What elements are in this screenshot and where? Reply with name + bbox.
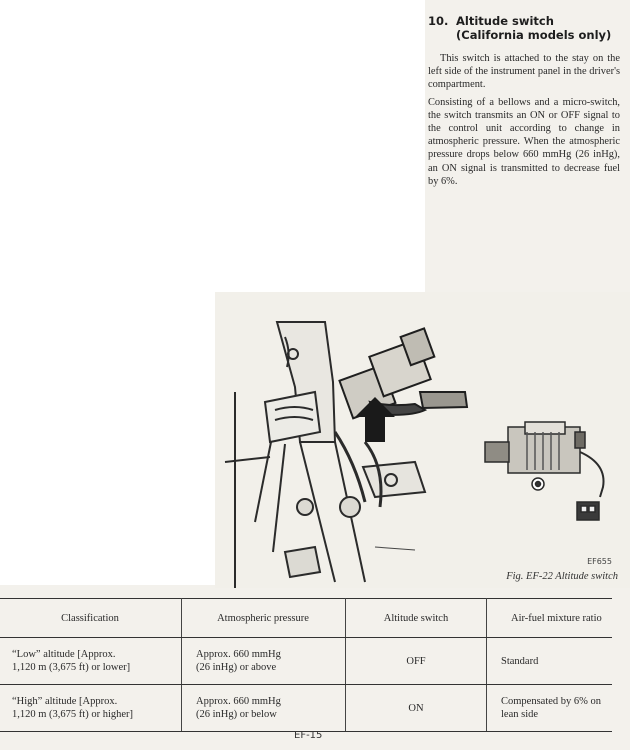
header-air-fuel-ratio: Air-fuel mixture ratio xyxy=(487,599,613,638)
altitude-switch-section xyxy=(428,14,620,188)
cell-line: Approx. 660 mmHg xyxy=(196,649,281,660)
header-classification: Classification xyxy=(0,599,182,638)
altitude-switch-table xyxy=(0,598,612,732)
page-number: EF-15 xyxy=(294,730,323,741)
header-atmospheric-pressure: Atmospheric pressure xyxy=(182,599,346,638)
table-row xyxy=(0,638,612,685)
cell-classification xyxy=(0,638,182,685)
cell-line: 1,120 m (3,675 ft) or lower] xyxy=(12,662,131,673)
figure-code: EF655 xyxy=(587,557,612,566)
cell-line: Standard xyxy=(501,655,539,667)
figure-caption: Fig. EF-22 Altitude switch xyxy=(506,571,618,582)
cell-line: “High” altitude [Approx. xyxy=(12,696,118,707)
cell-line: (26 inHg) or above xyxy=(196,662,277,673)
cell-mixture-ratio xyxy=(487,638,613,685)
cell-line: Approx. 660 mmHg xyxy=(196,696,281,707)
paragraph-location: This switch is attached to the stay on the left side of the instrument panel in the driver's compartment. xyxy=(428,53,620,91)
paragraph-function: Consisting of a bellows and a micro-switch, the switch transmits an ON or OFF signal to the control unit according to change in atmospheric pressure. When the atmospheric pressure drops below 660 mmHg (26 inHg), an ON signal is transmitted to decrease fuel by 6%. xyxy=(428,96,620,187)
altitude-switch-illustration xyxy=(215,292,630,588)
section-number: 10. xyxy=(428,14,449,28)
cell-mixture-ratio xyxy=(487,685,613,732)
header-altitude-switch: Altitude switch xyxy=(346,599,487,638)
cell-line: 1,120 m (3,675 ft) or higher] xyxy=(12,709,134,720)
cell-classification xyxy=(0,685,182,732)
section-heading xyxy=(428,14,620,42)
cell-pressure xyxy=(182,638,346,685)
section-title: Altitude switch xyxy=(456,14,554,28)
table-header-row xyxy=(0,599,612,638)
table-row xyxy=(0,685,612,732)
cell-line: “Low” altitude [Approx. xyxy=(12,649,116,660)
blank-area-left xyxy=(0,290,215,585)
cell-switch-state: OFF xyxy=(346,638,487,685)
cell-switch-state: ON xyxy=(346,685,487,732)
section-subtitle: (California models only) xyxy=(456,28,612,42)
cell-line: (26 inHg) or below xyxy=(196,709,277,720)
cell-line: Compensated by 6% on xyxy=(501,696,602,707)
cell-pressure xyxy=(182,685,346,732)
altitude-switch-figure xyxy=(215,292,630,588)
cell-line: lean side xyxy=(501,709,539,720)
classification-table xyxy=(0,598,612,732)
